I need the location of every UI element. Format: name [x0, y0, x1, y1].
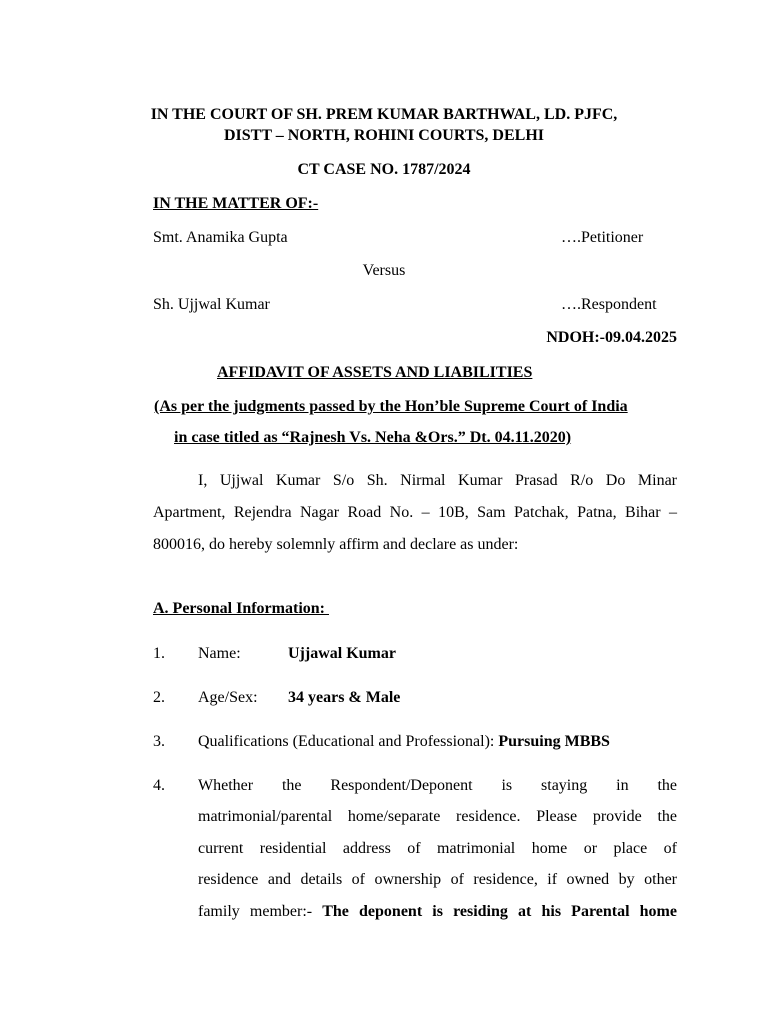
- item-label: Age/Sex:: [198, 689, 258, 706]
- item-4-line-5-emphasis: The deponent is residing at his Parental home: [322, 903, 677, 920]
- item-number: 1.: [153, 645, 165, 662]
- intro-line-1: I, Ujjwal Kumar S/o Sh. Nirmal Kumar Prasad R/o Do Minar: [198, 472, 677, 489]
- next-date-of-hearing: NDOH:-09.04.2025: [546, 329, 677, 346]
- item-value: 34 years & Male: [288, 689, 401, 706]
- item-4-line-5-text: family member:-: [198, 903, 323, 920]
- petitioner-role: ….Petitioner: [561, 229, 644, 246]
- item-4-line-3: current residential address of matrimonial home or place of: [198, 840, 677, 857]
- court-title-line-1: IN THE COURT OF SH. PREM KUMAR BARTHWAL, LD. PJFC,: [150, 106, 618, 123]
- affidavit-subtitle-line-2: in case titled as “Rajnesh Vs. Neha &Ors.” Dt. 04.11.2020): [174, 429, 572, 446]
- case-number: CT CASE NO. 1787/2024: [297, 161, 471, 178]
- section-a-heading: A. Personal Information:: [153, 600, 329, 617]
- versus-label: Versus: [362, 262, 406, 279]
- item-value: Ujjawal Kumar: [288, 645, 396, 662]
- respondent-role: ….Respondent: [561, 296, 657, 313]
- item-number: 3.: [153, 733, 165, 750]
- affidavit-title: AFFIDAVIT OF ASSETS AND LIABILITIES: [217, 364, 533, 381]
- intro-line-2: Apartment, Rejendra Nagar Road No. – 10B, Sam Patchak, Patna, Bihar –: [153, 504, 677, 521]
- item-4-line-1: Whether the Respondent/Deponent is staying in the: [198, 777, 677, 794]
- item-4-line-4: residence and details of ownership of residence, if owned by other: [198, 871, 677, 888]
- intro-line-3: 800016, do hereby solemnly affirm and declare as under:: [153, 536, 519, 553]
- item-label: Name:: [198, 645, 241, 662]
- item-number: 4.: [153, 777, 165, 794]
- item-4-line-5: [198, 903, 677, 921]
- affidavit-subtitle-line-1: (As per the judgments passed by the Hon’ble Supreme Court of India: [154, 398, 628, 415]
- item-label: Qualifications (Educational and Professional):: [198, 733, 499, 750]
- respondent-name: Sh. Ujjwal Kumar: [153, 296, 270, 313]
- matter-heading: IN THE MATTER OF:-: [153, 195, 319, 212]
- item-value: Pursuing MBBS: [498, 733, 610, 750]
- item-number: 2.: [153, 689, 165, 706]
- petitioner-name: Smt. Anamika Gupta: [153, 229, 288, 246]
- court-title-line-2: DISTT – NORTH, ROHINI COURTS, DELHI: [224, 127, 544, 144]
- item-4-line-2: matrimonial/parental home/separate residence. Please provide the: [198, 808, 677, 825]
